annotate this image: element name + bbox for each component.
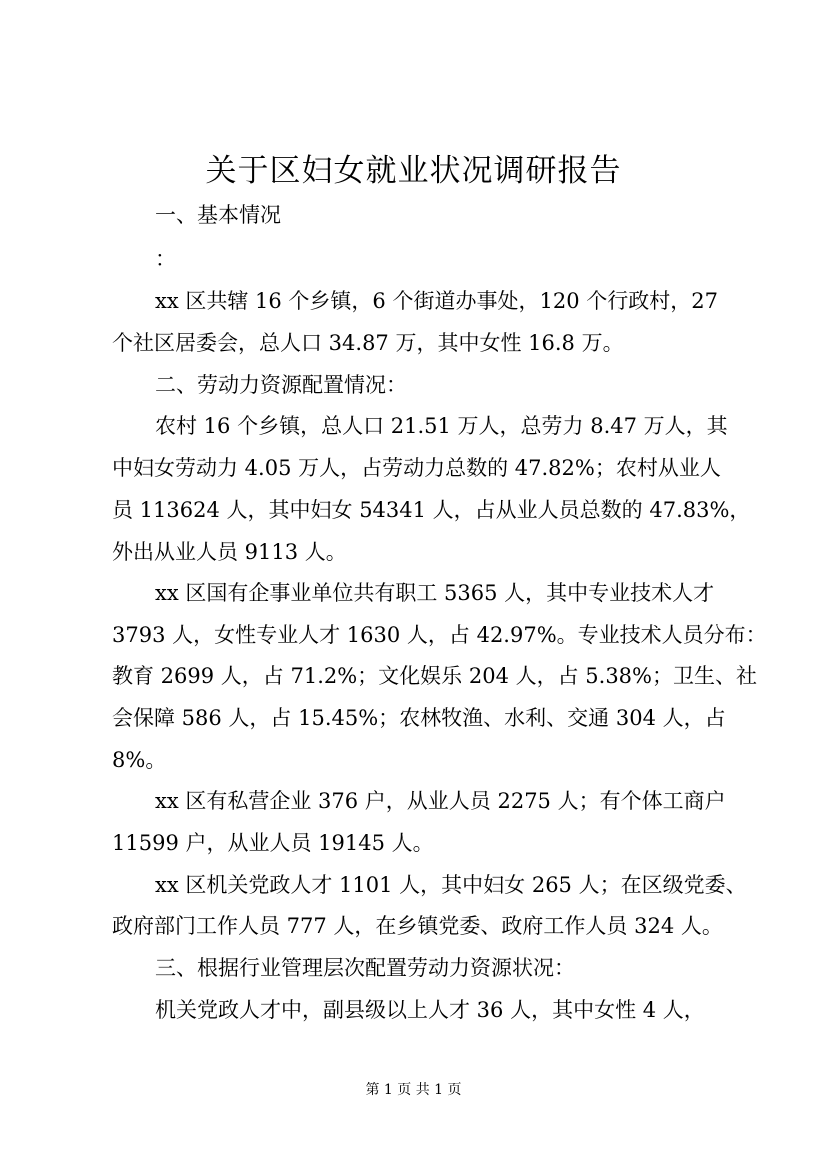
text-line: xx 区共辖 16 个乡镇，6 个街道办事处，120 个行政村，27 <box>155 289 718 313</box>
text-line: xx 区有私营企业 376 户，从业人员 2275 人；有个体工商户 <box>155 789 726 813</box>
text-line: 政府部门工作人员 777 人，在乡镇党委、政府工作人员 324 人。 <box>112 914 723 938</box>
text-line: 会保障 586 人，占 15.45%；农林牧渔、水利、交通 304 人，占 <box>112 706 726 730</box>
text-line: ： <box>155 247 176 271</box>
section-heading: 一、基本情况 <box>155 203 281 227</box>
text-line: 中妇女劳动力 4.05 万人，占劳动力总数的 47.82%；农村从业人 <box>112 456 721 480</box>
text-line: xx 区机关党政人才 1101 人，其中妇女 265 人；在区级党委、 <box>155 873 747 897</box>
text-line: 农村 16 个乡镇，总人口 21.51 万人，总劳力 8.47 万人，其 <box>155 414 728 438</box>
text-line: 3793 人，女性专业人才 1630 人，占 42.97%。专业技术人员分布： <box>112 623 767 647</box>
text-line: 11599 户，从业人员 19145 人。 <box>112 831 434 855</box>
text-line: 教育 2699 人，占 71.2%；文化娱乐 204 人，占 5.38%；卫生、社 <box>112 664 757 688</box>
section-heading: 二、劳动力资源配置情况： <box>155 373 407 397</box>
text-line: 外出从业人员 9113 人。 <box>112 540 347 564</box>
document-title: 关于区妇女就业状况调研报告 <box>205 153 622 189</box>
text-line: 机关党政人才中，副县级以上人才 36 人，其中女性 4 人， <box>155 998 705 1022</box>
page-footer: 第 1 页 共 1 页 <box>365 1082 462 1098</box>
text-line: xx 区国有企事业单位共有职工 5365 人，其中专业技术人才 <box>155 581 715 605</box>
text-line: 员 113624 人，其中妇女 54341 人，占从业人员总数的 47.83%， <box>112 498 751 522</box>
text-line: 8%。 <box>112 748 167 772</box>
text-line: 个社区居委会，总人口 34.87 万，其中女性 16.8 万。 <box>112 331 624 355</box>
section-heading: 三、根据行业管理层次配置劳动力资源状况： <box>155 956 575 980</box>
